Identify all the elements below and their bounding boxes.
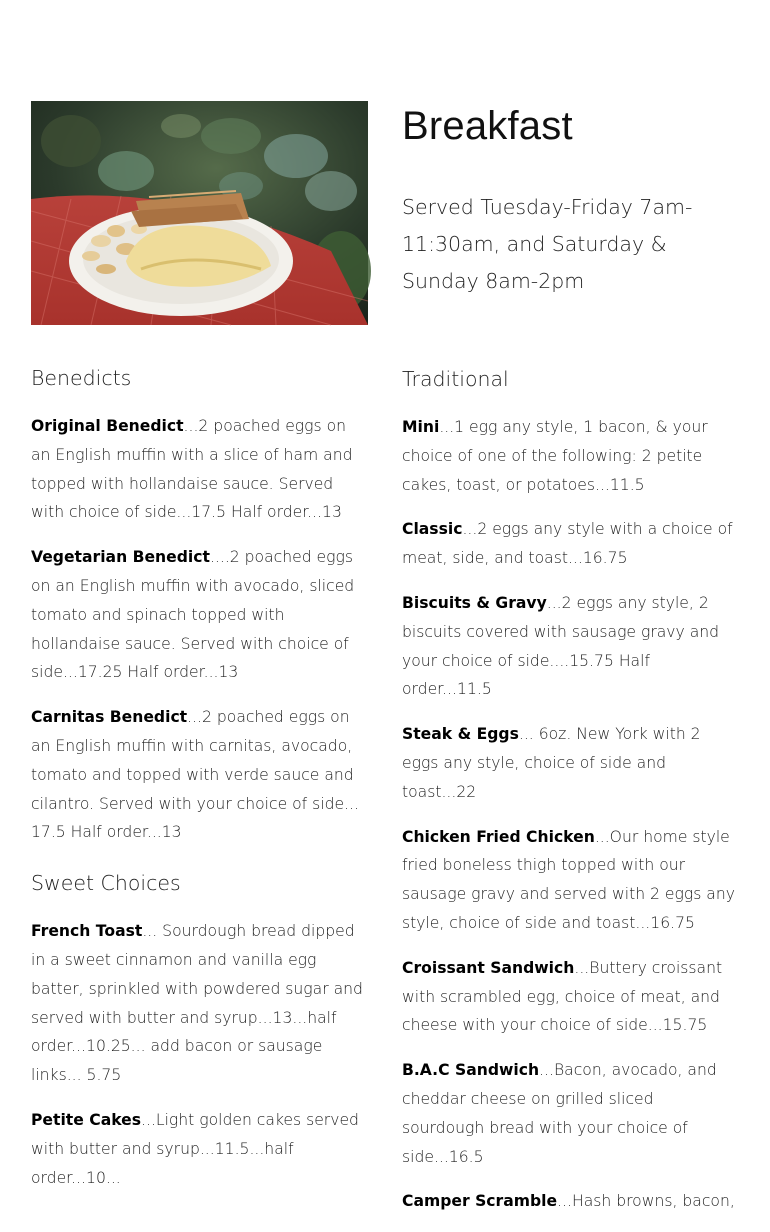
menu-item xyxy=(402,1056,737,1171)
service-hours: Served Tuesday-Friday 7am-11:30am, and Saturday & Sunday 8am-2pm xyxy=(402,195,693,293)
left-menu-column xyxy=(31,364,368,1208)
item-name: Croissant Sandwich xyxy=(402,958,575,977)
section-title-benedicts: Benedicts xyxy=(31,366,132,390)
item-name: Camper Scramble xyxy=(402,1192,558,1211)
item-description: ....2 poached eggs on an English muffin with avocado, sliced tomato and spinach topped with hollandaise sauce. Served with choice of side...17.25 Half order...13 xyxy=(31,548,355,682)
menu-item xyxy=(402,413,737,499)
item-description: ...1 egg any style, 1 bacon, & your choice of one of the following: 2 petite cakes, toast, or potatoes...11.5 xyxy=(402,418,708,494)
item-name: Vegetarian Benedict xyxy=(31,548,210,567)
item-name: Petite Cakes xyxy=(31,1110,142,1129)
menu-item xyxy=(402,1187,737,1216)
item-name: Carnitas Benedict xyxy=(31,708,188,727)
page-title: Breakfast xyxy=(402,104,573,148)
menu-item xyxy=(402,515,737,573)
menu-item xyxy=(31,1106,368,1192)
section-title-sweet-choices: Sweet Choices xyxy=(31,871,181,896)
item-description: ...Buttery croissant with scrambled egg, choice of meat, and cheese with your choice of side...15.75 xyxy=(402,958,723,1035)
item-name: Chicken Fried Chicken xyxy=(402,827,595,846)
menu-item xyxy=(402,954,737,1040)
menu-item xyxy=(402,589,737,704)
item-description: ...Our home style fried boneless thigh topped with our sausage gravy and served with 2 eggs any style, choice of side and toast...16.75 xyxy=(402,827,735,932)
section-title-traditional: Traditional xyxy=(402,367,509,391)
item-description: ... Sourdough bread dipped in a sweet cinnamon and vanilla egg batter, sprinkled with powdered sugar and served with butter and syrup...13...half order...10.25... add bacon or sausage links... 5.75 xyxy=(31,922,363,1085)
menu-item xyxy=(31,917,368,1090)
menu-item xyxy=(31,703,368,847)
item-description: ...2 eggs any style with a choice of meat, side, and toast...16.75 xyxy=(402,520,733,568)
item-description: ...Hash browns, bacon, xyxy=(557,1192,735,1211)
item-name: French Toast xyxy=(31,922,143,941)
menu-item xyxy=(402,720,737,806)
item-name: Steak & Eggs xyxy=(402,725,519,744)
menu-item xyxy=(31,412,368,527)
item-description: ...2 poached eggs on an English muffin with a slice of ham and topped with hollandaise sauce. Served with choice of side...17.5 Half order...13 xyxy=(31,417,353,522)
item-name: Biscuits & Gravy xyxy=(402,593,547,612)
menu-item xyxy=(31,543,368,687)
item-description: ...2 eggs any style, 2 biscuits covered with sausage gravy and your choice of side....15.75 Half order...11.5 xyxy=(402,593,720,699)
item-description: ... 6oz. New York with 2 eggs any style, choice of side and toast...22 xyxy=(402,725,701,801)
item-description: ...Bacon, avocado, and cheddar cheese on grilled sliced sourdough bread with your choice of side...16.5 xyxy=(402,1061,717,1166)
item-description: ...Light golden cakes served with butter and syrup...11.5...half order...10... xyxy=(31,1110,359,1187)
item-description: ...2 poached eggs on an English muffin with carnitas, avocado, tomato and topped with verde sauce and cilantro. Served with your choice of side... 17.5 Half order...13 xyxy=(31,708,359,842)
right-menu-column xyxy=(402,365,737,1232)
item-name: Mini xyxy=(402,418,440,436)
breakfast-photo xyxy=(31,101,368,325)
item-name: B.A.C Sandwich xyxy=(402,1061,540,1080)
menu-item xyxy=(402,823,737,938)
item-name: Classic xyxy=(402,520,463,539)
item-name: Original Benedict xyxy=(31,417,184,435)
